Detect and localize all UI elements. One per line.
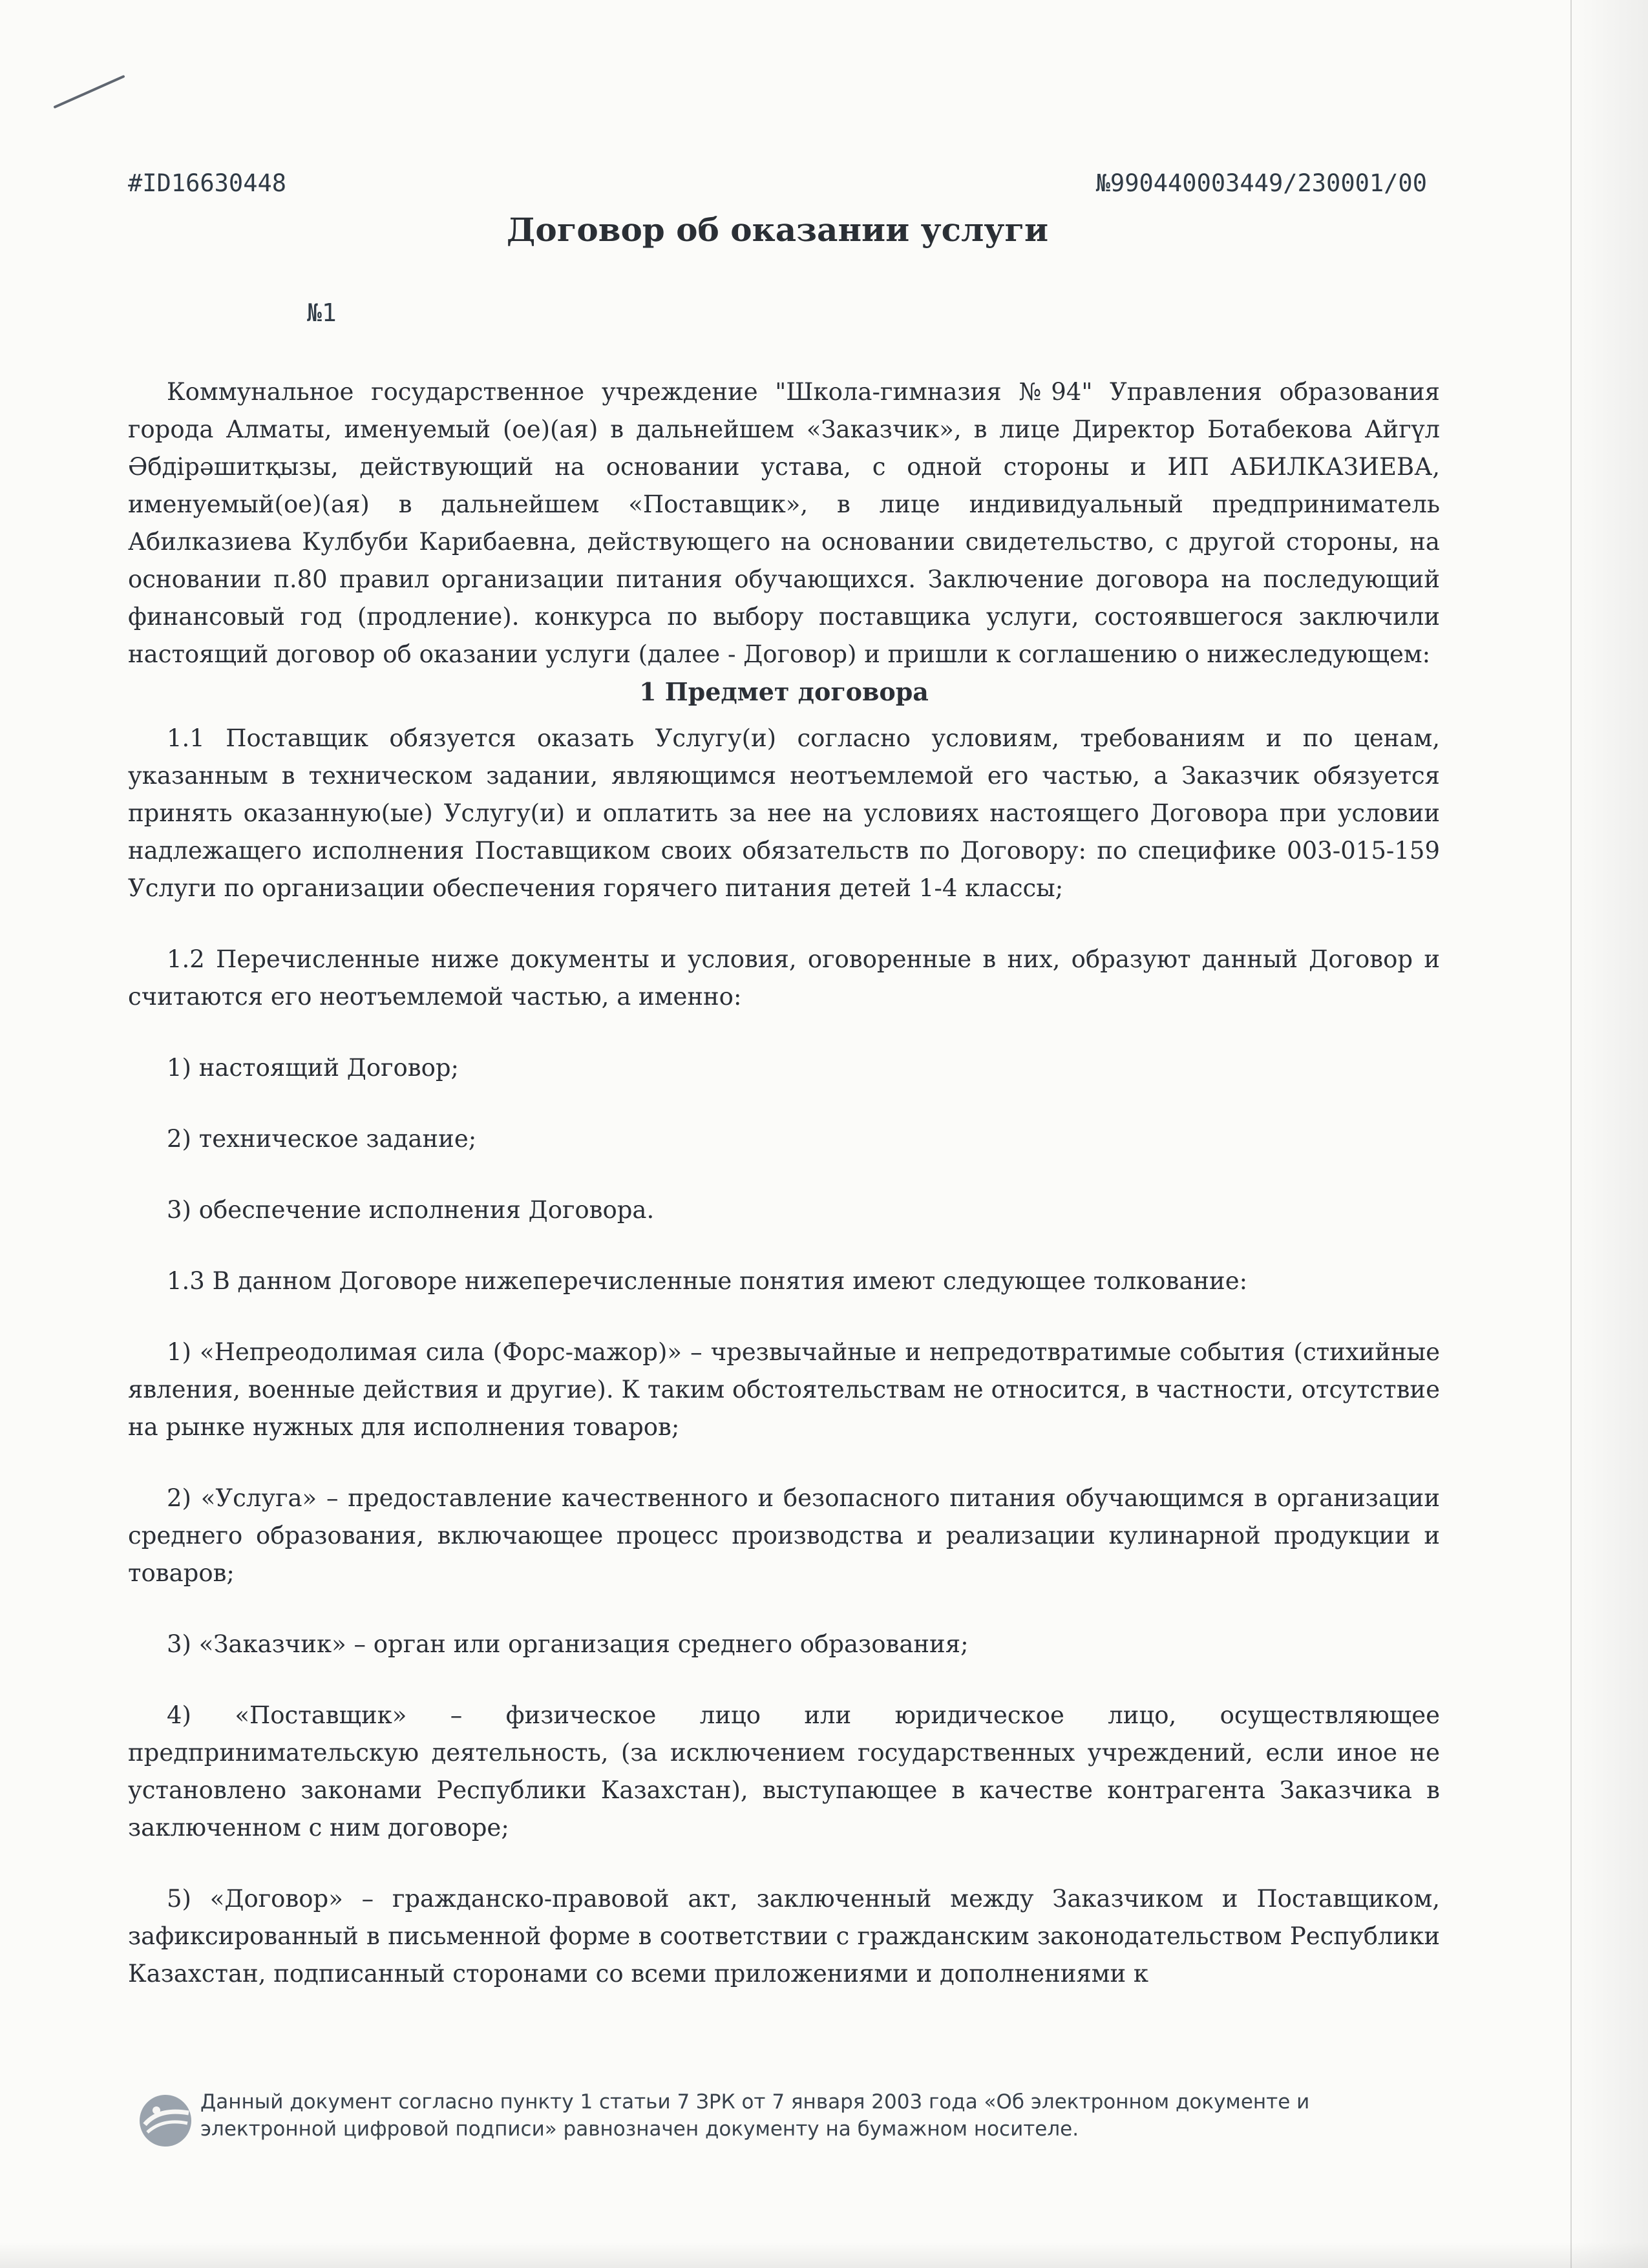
page-edge-shadow [1570,0,1648,2268]
document-title: Договор об оказании услуги [506,211,1049,249]
pen-mark [53,75,125,109]
definition-item: 1) «Непреодолимая сила (Форс-мажор)» – чрезвычайные и непредотвратимые события (стихийные явления, военные действия и другие). К таким обстоятельствам не относится, в частности, отсутствие на рынке нужных для исполнения товаров; [128,1338,1440,1441]
document-id: #ID16630448 [128,169,287,197]
registration-number: №990440003449/230001/00 [1095,169,1427,197]
definition-item: 3) «Заказчик» – орган или организация среднего образования; [167,1630,969,1658]
e-signature-logo-icon [133,2084,198,2149]
list-item: 1) настоящий Договор; [167,1054,460,1082]
clause-1-1: 1.1 Поставщик обязуется оказать Услугу(и) согласно условиям, требованиям и по ценам, указанным в техническом задании, являющимся неотъемлемой его частью, а Заказчик обязуется принять оказанную(ые) Услугу(и) и оплатить за нее на условиях настоящего Договора при условии надлежащего исполнения Поставщиком своих обязательств по Договору: по специфике 003-015-159 Услуги по организации обеспечения горячего питания детей 1-4 классы; [128,724,1440,902]
clause-1-2: 1.2 Перечисленные ниже документы и условия, оговоренные в них, образуют данный Договор и считаются его неотъемлемой частью, а именно: [128,945,1440,1011]
list-item: 2) техническое задание; [167,1125,477,1153]
footer-note: Данный документ согласно пункту 1 статьи 7 ЗРК от 7 января 2003 года «Об электронном документе и электронной цифровой подписи» равнозначен документу на бумажном носителе. [200,2090,1310,2141]
definition-item: 2) «Услуга» – предоставление качественного и безопасного питания обучающимся в организации среднего образования, включающее процесс производства и реализации кулинарной продукции и товаров; [128,1484,1440,1587]
contract-number: №1 [307,299,337,327]
intro-paragraph: Коммунальное государственное учреждение "Школа-гимназия №94" Управления образования города Алматы, именуемый (ое)(ая) в дальнейшем «Заказчик», в лице Директор Ботабекова Айгүл Әбдірәшитқызы, действующий на основании устава, с одной стороны и ИП АБИЛКАЗИЕВА, именуемый(ое)(ая) в дальнейшем «Поставщик», в лице индивидуальный предприниматель Абилказиева Кулбуби Карибаевна, действующего на основании свидетельство, с другой стороны, на основании п.80 правил организации питания обучающихся. Заключение договора на последующий финансовый год (продление). конкурса по выбору поставщика услуги, состоявшегося заключили настоящий договор об оказании услуги (далее - Договор) и пришли к соглашению о нижеследующем: [128,378,1440,668]
definition-item: 5) «Договор» – гражданско-правовой акт, заключенный между Заказчиком и Поставщиком, зафиксированный в письменной форме в соответствии с гражданским законодательством Республики Казахстан, подписанный сторонами со всеми приложениями и дополнениями к [128,1885,1440,1988]
document-header [128,169,1427,197]
clause-1-3: 1.3 В данном Договоре нижеперечисленные понятия имеют следующее толкование: [167,1267,1248,1295]
document-body [128,373,1440,1993]
page-bottom-edge [0,2242,1648,2268]
list-item: 3) обеспечение исполнения Договора. [167,1196,655,1224]
definition-item: 4) «Поставщик» – физическое лицо или юридическое лицо, осуществляющее предпринимательскую деятельность, (за исключением государственных учреждений, если иное не установлено законами Республики Казахстан), выступающее в качестве контрагента Заказчика в заключенном с ним договоре; [128,1701,1440,1842]
section-heading: 1 Предмет договора [639,677,929,706]
page-edge-line [1570,0,1572,2268]
